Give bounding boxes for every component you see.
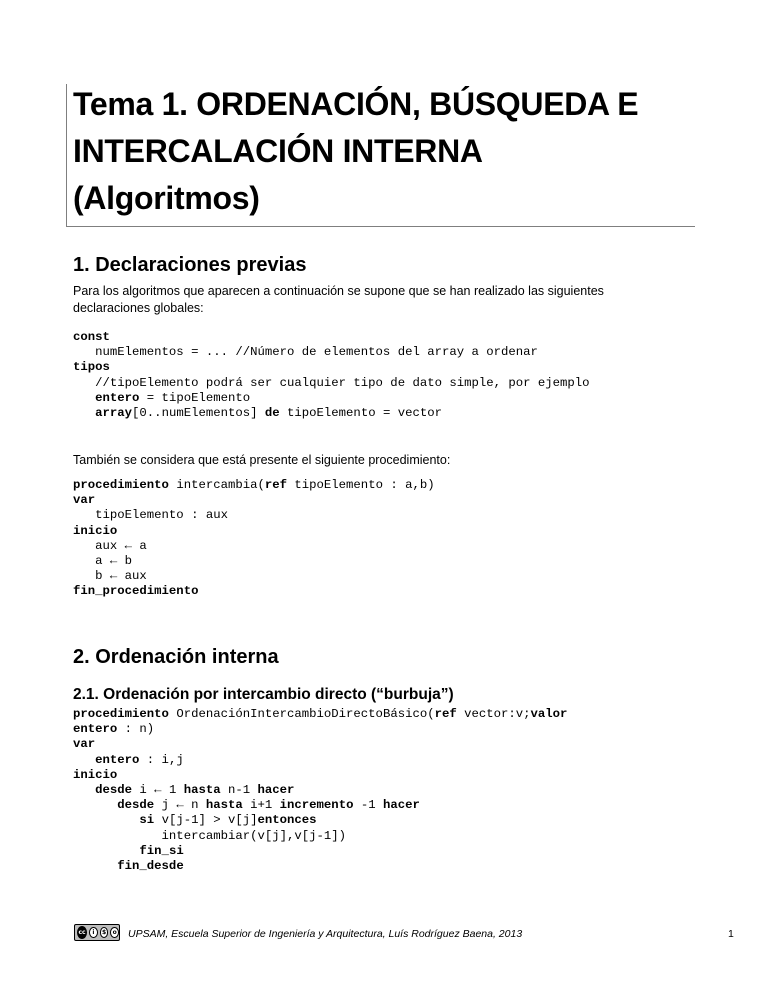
code-keyword: entonces	[257, 813, 317, 828]
code-keyword: hacer	[382, 798, 420, 813]
code-text: tipoElemento : a,b)	[287, 478, 435, 492]
code-text: i ← 1	[132, 783, 184, 798]
code-keyword: array	[95, 406, 133, 421]
code-text: OrdenaciónIntercambioDirectoBásico(	[168, 707, 435, 721]
declarations-line	[73, 360, 590, 375]
code-text: [0..numElementos]	[132, 406, 265, 421]
intercambia-line	[73, 493, 435, 508]
middle-text: También se considera que está presente el siguiente procedimiento:	[73, 453, 451, 467]
code-keyword: var	[73, 737, 96, 752]
cc-license-icon: cc i $ o	[74, 924, 120, 941]
code-keyword: fin_si	[139, 843, 184, 858]
code-keyword: de	[264, 406, 280, 421]
footer-text: UPSAM, Escuela Superior de Ingeniería y Arquitectura, Luís Rodríguez Baena, 2013	[128, 928, 523, 940]
code-keyword: procedimiento	[73, 478, 169, 492]
code-text: aux ← a	[73, 538, 147, 553]
burbuja-line	[73, 707, 567, 722]
intercambia-line	[73, 478, 435, 493]
code-text	[73, 813, 139, 827]
declarations-line	[73, 391, 590, 406]
declarations-line	[73, 376, 590, 391]
code-keyword: valor	[530, 707, 568, 721]
code-block-declarations	[73, 330, 590, 421]
declarations-line	[73, 406, 590, 421]
code-text: i+1	[242, 798, 280, 813]
burbuja-line	[73, 768, 567, 783]
section-heading-1: 1. Declaraciones previas	[73, 254, 307, 276]
code-keyword: desde	[95, 783, 133, 798]
code-keyword: hasta	[183, 783, 221, 798]
code-text: tipoElemento = vector	[279, 406, 442, 421]
code-text: b ← aux	[73, 569, 147, 584]
code-keyword: fin_procedimiento	[73, 584, 199, 599]
page-number: 1	[728, 928, 734, 940]
intro-text-line-1: Para los algoritmos que aparecen a continuación se supone que se han realizado las siguientes	[73, 284, 604, 298]
code-keyword: ref	[434, 707, 457, 721]
code-text	[73, 391, 95, 405]
page-title-line-2: INTERCALACIÓN INTERNA	[73, 133, 483, 169]
code-text	[73, 783, 95, 797]
burbuja-line	[73, 722, 567, 737]
code-keyword: fin_desde	[117, 859, 184, 874]
code-text: j ← n	[154, 798, 206, 813]
code-text: //tipoElemento podrá ser cualquier tipo de dato simple, por ejemplo	[73, 375, 590, 390]
declarations-line	[73, 345, 590, 360]
code-keyword: entero	[95, 390, 140, 405]
burbuja-line	[73, 753, 567, 768]
code-text	[73, 753, 95, 767]
code-text: intercambia(	[168, 478, 265, 492]
burbuja-line	[73, 798, 567, 813]
burbuja-line	[73, 829, 567, 844]
code-keyword: ref	[264, 478, 288, 492]
code-block-intercambia	[73, 478, 435, 600]
code-keyword: inicio	[73, 523, 118, 538]
code-text: tipoElemento : aux	[73, 508, 228, 523]
code-text: -1	[353, 798, 383, 813]
code-text: = tipoElemento	[139, 390, 251, 405]
intercambia-line	[73, 539, 435, 554]
burbuja-line	[73, 859, 567, 874]
code-keyword: var	[73, 493, 96, 508]
code-keyword: hacer	[257, 783, 295, 798]
intercambia-line	[73, 569, 435, 584]
code-keyword: inicio	[73, 767, 118, 782]
code-keyword: hasta	[205, 798, 243, 813]
code-text: : i,j	[139, 752, 184, 767]
burbuja-line	[73, 813, 567, 828]
code-text: intercambiar(v[j],v[j-1])	[73, 828, 347, 843]
declarations-line	[73, 330, 590, 345]
code-text	[73, 406, 95, 420]
code-keyword: entero	[95, 752, 140, 767]
code-text: vector:v;	[456, 707, 531, 721]
code-text: a ← b	[73, 554, 133, 569]
subsection-heading: 2.1. Ordenación por intercambio directo (“burbuja”)	[73, 686, 454, 703]
code-keyword: tipos	[73, 360, 110, 375]
code-block-burbuja	[73, 707, 567, 874]
code-text: n-1	[220, 783, 258, 798]
code-text: : n)	[117, 722, 155, 737]
burbuja-line	[73, 844, 567, 859]
intro-text-line-2: declaraciones globales:	[73, 301, 204, 315]
code-text	[73, 798, 117, 812]
code-text	[73, 859, 117, 873]
intercambia-line	[73, 554, 435, 569]
page-title-line-1: Tema 1. ORDENACIÓN, BÚSQUEDA E	[73, 86, 639, 122]
intercambia-line	[73, 508, 435, 523]
burbuja-line	[73, 783, 567, 798]
intercambia-line	[73, 524, 435, 539]
code-text	[73, 844, 139, 858]
intercambia-line	[73, 584, 435, 599]
code-keyword: desde	[117, 798, 155, 813]
code-keyword: si	[139, 813, 155, 828]
code-keyword: const	[73, 330, 110, 344]
page-title-line-3: (Algoritmos)	[73, 180, 260, 216]
code-text: v[j-1] > v[j]	[154, 813, 258, 828]
code-keyword: entero	[73, 722, 118, 737]
code-keyword: incremento	[279, 798, 354, 813]
code-keyword: procedimiento	[73, 707, 169, 721]
burbuja-line	[73, 737, 567, 752]
code-text: numElementos = ... //Número de elementos del array a ordenar	[73, 345, 538, 360]
section-heading-2: 2. Ordenación interna	[73, 646, 279, 668]
